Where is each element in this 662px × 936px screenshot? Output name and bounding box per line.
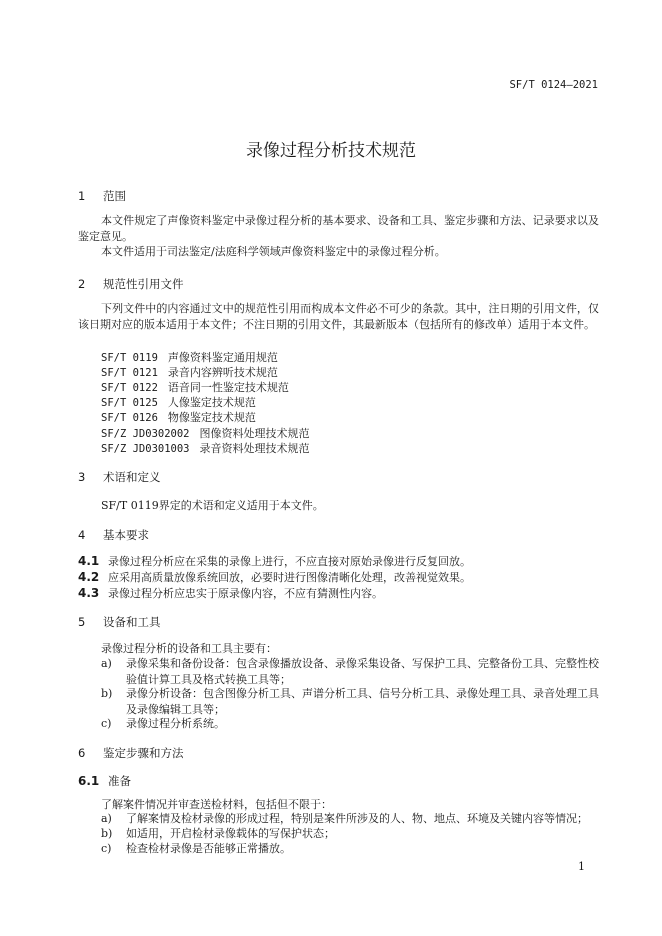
section-2-paragraph-1: 下列文件中的内容通过文中的规范性引用而构成本文件必不可少的条款。其中，注日期的引用文件，仅该日期对应的版本适用于本文件；不注日期的引用文件，其最新版本（包括所有的修改单）适用于本文件。 bbox=[78, 302, 599, 331]
reference-code: SF/T 0126 bbox=[101, 412, 158, 424]
list-item bbox=[101, 841, 599, 857]
subsection-6-1-heading bbox=[78, 773, 131, 789]
list-item-text: 录像采集和备份设备：包含录像播放设备、录像采集设备、写保护工具、完整备份工具、完整性校验值计算工具及格式转换工具等； bbox=[126, 657, 599, 686]
clause-4-3 bbox=[78, 585, 383, 601]
section-5-lead: 录像过程分析的设备和工具主要有： bbox=[101, 642, 277, 655]
reference-code: SF/T 0122 bbox=[101, 382, 158, 394]
reference-title: 录音内容辨听技术规范 bbox=[167, 366, 278, 379]
reference-title: 图像资料处理技术规范 bbox=[199, 427, 310, 440]
section-5-heading bbox=[78, 614, 161, 630]
reference-title: 声像资料鉴定通用规范 bbox=[167, 351, 278, 364]
reference-item bbox=[101, 409, 256, 425]
list-marker: b) bbox=[101, 827, 113, 840]
list-marker: c) bbox=[101, 717, 112, 730]
page-number: 1 bbox=[578, 860, 585, 873]
section-3-paragraph-1: SF/T 0119界定的术语和定义适用于本文件。 bbox=[101, 499, 324, 512]
list-marker: c) bbox=[101, 842, 112, 855]
list-item-text: 检查检材录像是否能够正常播放。 bbox=[126, 842, 291, 855]
reference-code: SF/T 0121 bbox=[101, 367, 158, 379]
reference-code: SF/T 0125 bbox=[101, 397, 158, 409]
reference-title: 录音资料处理技术规范 bbox=[199, 442, 310, 455]
list-item-text: 录像分析设备：包含图像分析工具、声谱分析工具、信号分析工具、录像处理工具、录音处理工具及录像编辑工具等； bbox=[126, 687, 599, 716]
section-number: 3 bbox=[78, 470, 86, 484]
section-number: 6 bbox=[78, 746, 86, 760]
list-marker: a) bbox=[101, 657, 112, 670]
list-item bbox=[101, 826, 599, 842]
reference-item bbox=[101, 440, 310, 456]
list-item bbox=[101, 656, 599, 687]
clause-number: 4.3 bbox=[78, 586, 100, 600]
clause-text: 录像过程分析应忠实于原录像内容，不应有猜测性内容。 bbox=[108, 587, 383, 600]
section-title: 术语和定义 bbox=[103, 470, 161, 484]
reference-item bbox=[101, 364, 278, 380]
reference-item bbox=[101, 425, 310, 441]
list-item bbox=[101, 716, 599, 732]
reference-code: SF/T 0119 bbox=[101, 352, 158, 364]
section-number: 1 bbox=[78, 189, 86, 203]
list-marker: a) bbox=[101, 812, 112, 825]
list-item bbox=[101, 686, 599, 717]
section-1-heading bbox=[78, 188, 126, 204]
section-number: 4 bbox=[78, 528, 86, 542]
reference-title: 人像鉴定技术规范 bbox=[167, 396, 256, 409]
clause-text: 应采用高质量放像系统回放，必要时进行图像清晰化处理，改善视觉效果。 bbox=[108, 571, 471, 584]
section-title: 鉴定步骤和方法 bbox=[103, 746, 184, 760]
section-2-heading bbox=[78, 276, 184, 292]
list-item bbox=[101, 811, 599, 827]
clause-number: 4.1 bbox=[78, 554, 100, 568]
section-6-heading bbox=[78, 745, 184, 761]
reference-title: 物像鉴定技术规范 bbox=[167, 411, 256, 424]
section-title: 基本要求 bbox=[103, 528, 149, 542]
list-item-text: 如适用，开启检材录像载体的写保护状态； bbox=[126, 827, 335, 840]
section-title: 范围 bbox=[103, 189, 126, 203]
reference-title: 语音同一性鉴定技术规范 bbox=[167, 381, 289, 394]
list-item-text: 了解案情及检材录像的形成过程，特别是案件所涉及的人、物、地点、环境及关键内容等情况； bbox=[126, 812, 588, 825]
subsection-title: 准备 bbox=[108, 774, 131, 788]
reference-item bbox=[101, 349, 278, 365]
list-marker: b) bbox=[101, 687, 113, 700]
reference-code: SF/Z JD0301003 bbox=[101, 443, 190, 455]
list-item-text: 录像过程分析系统。 bbox=[126, 717, 225, 730]
section-number: 2 bbox=[78, 277, 86, 291]
clause-text: 录像过程分析应在采集的录像上进行，不应直接对原始录像进行反复回放。 bbox=[108, 555, 471, 568]
reference-item bbox=[101, 394, 256, 410]
standard-code: SF/T 0124—2021 bbox=[509, 79, 598, 91]
clause-number: 4.2 bbox=[78, 570, 100, 584]
clause-4-1 bbox=[78, 553, 471, 569]
section-1-paragraph-2: 本文件适用于司法鉴定/法庭科学领域声像资料鉴定中的录像过程分析。 bbox=[101, 245, 446, 258]
section-3-heading bbox=[78, 469, 161, 485]
section-6-lead: 了解案件情况并审查送检材料，包括但不限于： bbox=[101, 798, 332, 811]
section-4-heading bbox=[78, 527, 149, 543]
reference-code: SF/Z JD0302002 bbox=[101, 428, 190, 440]
section-title: 设备和工具 bbox=[103, 615, 161, 629]
section-1-paragraph-1: 本文件规定了声像资料鉴定中录像过程分析的基本要求、设备和工具、鉴定步骤和方法、记录要求以及鉴定意见。 bbox=[78, 214, 599, 243]
document-title: 录像过程分析技术规范 bbox=[246, 141, 416, 161]
clause-4-2 bbox=[78, 569, 471, 585]
reference-item bbox=[101, 379, 289, 395]
section-number: 5 bbox=[78, 615, 86, 629]
subsection-number: 6.1 bbox=[78, 774, 100, 788]
section-title: 规范性引用文件 bbox=[103, 277, 184, 291]
